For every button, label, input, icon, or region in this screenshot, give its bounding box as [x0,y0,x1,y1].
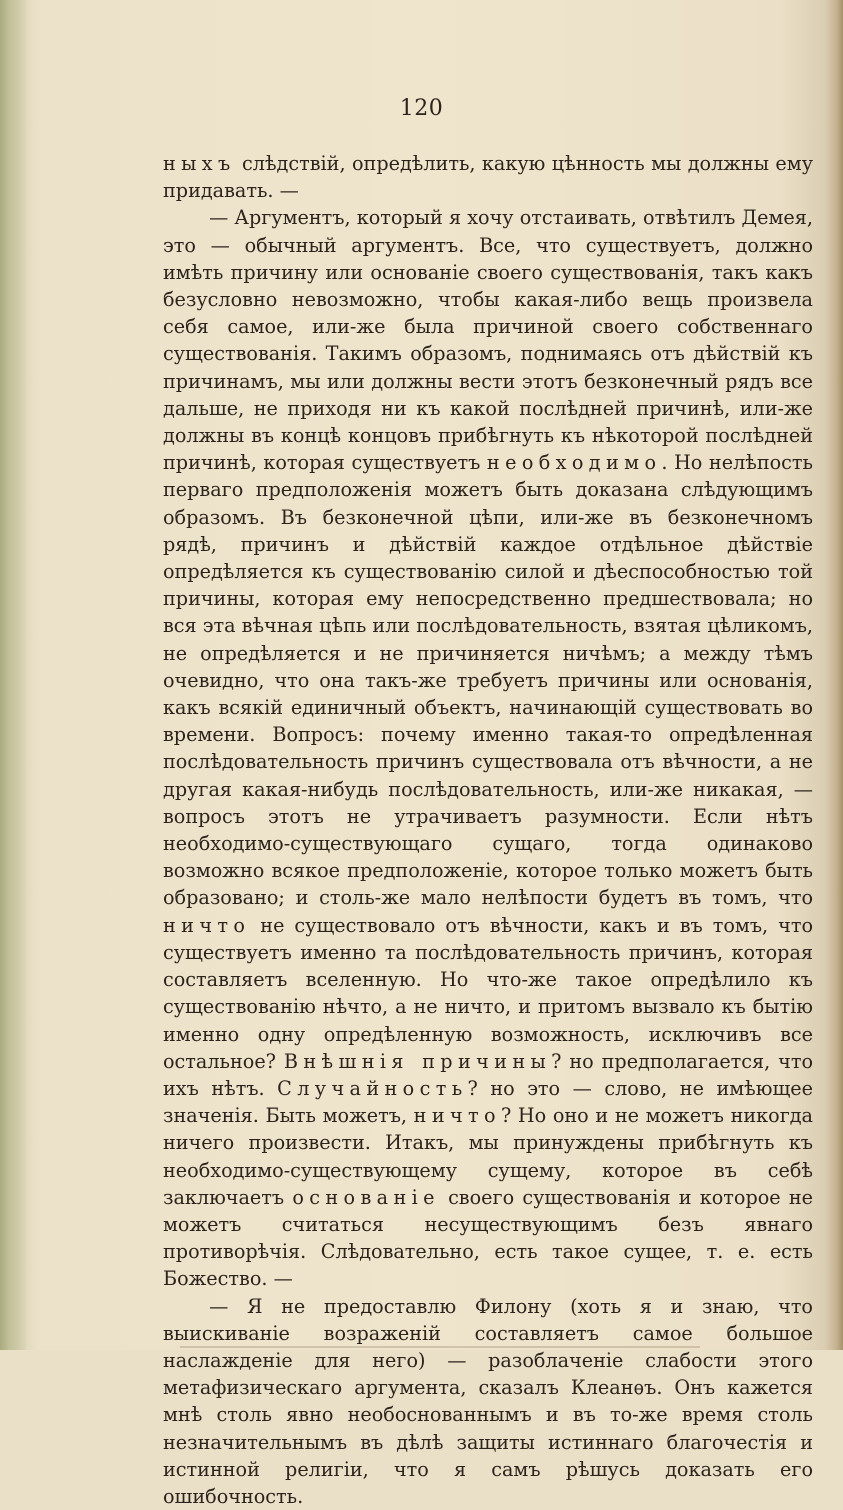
text-run: не существовало отъ вѣчности, какъ и въ томъ, что существуетъ именно та послѣдовательность причинъ, которая составляетъ вселенную. Но что-же такое опредѣлило къ существованію нѣчто, а не ничто, и притомъ вызвало къ бытію именно одну опредѣленную возможность, исключивъ все остальное? [163,913,813,1073]
bottom-rule [180,1346,700,1348]
paragraph-3 [163,1293,813,1510]
text-run: . Но нелѣпость перваго предположенія можетъ быть доказана слѣдующимъ образомъ. Въ безконечной цѣпи, или-же въ безконечномъ рядѣ, причинъ и дѣйствій каждое отдѣльное дѣйствіе опредѣляется къ существованію силой и дѣеспособностью той причины, которая ему непосредственно предшествовала; но вся эта вѣчная цѣпь или послѣдовательность, взятая цѣликомъ, не опредѣляется и не причиняется ничѣмъ; а между тѣмъ очевидно, что она такъ-же требуетъ причины или основанія, какъ всякій единичный объектъ, начинающій существовать во времени. Вопросъ: почему именно такая-то опредѣленная послѣдовательность причинъ существовала отъ вѣчности, а не другая какая-нибудь послѣдовательность, или-же никакая, — вопросъ этотъ не утрачиваетъ разумности. Если нѣтъ необходимо-существующаго сущаго, тогда одинаково возможно всякое предположеніе, которое только можетъ быть образовано; и столь-же мало нелѣпости будетъ въ томъ, что [163,451,813,910]
spaced-emphasis: основаніе [292,1185,440,1209]
text-run: слѣдствій, опредѣлить, какую цѣнность мы должны ему придавать. — [163,152,813,203]
page-edge-shadow [825,0,843,1350]
spaced-emphasis: необходимо [486,451,662,475]
spaced-emphasis: Внѣшнія причины [283,1049,552,1073]
text-run: ? но предполагается, что ихъ нѣтъ. [163,1049,813,1100]
text-run: ? Но оно и не можетъ никогда ничего произвести. Итакъ, мы принуждены прибѣгнуть къ необходимо-существующему сущему, которое въ себѣ заключаетъ [163,1104,813,1209]
paragraph-1 [163,150,813,204]
body-text [163,150,813,1510]
text-run: своего существованія и которое не можетъ считаться несуществующимъ безъ явнаго противорѣчія. Слѣдовательно, есть такое сущее, т. е. есть Божество. — [163,1185,813,1291]
spaced-emphasis: ныхъ [163,152,236,175]
text-run: ? но это — слово, не имѣющее значенія. Быть можетъ, [163,1076,814,1128]
spaced-emphasis: ничто [413,1104,501,1128]
text-run: — Аргументъ, который я хочу отстаивать, отвѣтилъ Демея, это — обычный аргументъ. Все, что существуетъ, должно имѣть причину или основаніе своего существованія, такъ какъ безусловно невозможно, чтобы какая-либо вещь произвела себя самое, или-же была причиной своего собственнаго существованія. Такимъ образомъ, поднимаясь отъ дѣйствій къ причинамъ, мы или должны вести этотъ безконечный рядъ все дальше, не приходя ни къ какой послѣдней причинѣ, или-же должны въ концѣ концовъ прибѣгнуть къ нѣкоторой послѣдней причинѣ, которая существуетъ [163,206,813,475]
spaced-emphasis: ничто [163,913,251,937]
paragraph-2 [163,204,813,1292]
page-number: 120 [399,96,444,121]
page-spine-shadow [0,0,28,1350]
text-run: — Я не предоставлю Филону (хоть я и знаю, что выискиваніе возраженій составляетъ самое большое наслажденіе для него) — разоблаченіе слабости этого метафизическаго аргумента, сказалъ Клеанѳъ. Онъ кажется мнѣ столь явно необоснованнымъ и въ то-же время столь незначительнымъ въ дѣлѣ защиты истиннаго благочестія и истинной религіи, что я самъ рѣшусь доказать его ошибочность. [163,1294,813,1508]
spaced-emphasis: Случайность [277,1076,468,1100]
